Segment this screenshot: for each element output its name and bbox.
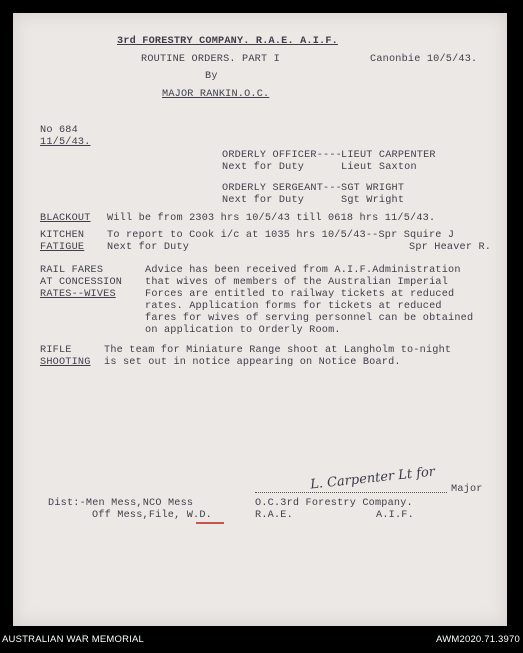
rifle-line-1: The team for Miniature Range shoot at Langholm to-night — [104, 345, 452, 356]
rail-line-6: on application to Orderly Room. — [145, 325, 341, 336]
handwritten-signature: L. Carpenter Lt for — [309, 464, 436, 493]
orderly-sergeant-label: ORDERLY SERGEANT--- — [222, 183, 342, 194]
by-label: By — [205, 71, 218, 82]
blackout-text: Will be from 2303 hrs 10/5/43 till 0618 hrs 11/5/43. — [107, 213, 436, 224]
signature-unit-aif: A.I.F. — [376, 510, 414, 521]
kitchen-heading-2: FATIGUE — [40, 242, 85, 253]
signature-rank: Major — [451, 484, 483, 495]
kitchen-heading-1: KITCHEN — [40, 230, 85, 241]
order-date: 11/5/43. — [40, 137, 91, 148]
order-number: No 684 — [40, 125, 78, 136]
distribution-line-1: Dist:-Men Mess,NCO Mess — [48, 498, 194, 509]
signature-line — [255, 492, 447, 493]
rifle-heading-1: RIFLE — [40, 345, 72, 356]
rifle-line-2: is set out in notice appearing on Notice Board. — [104, 357, 401, 368]
rail-heading-2: AT CONCESSION — [40, 277, 123, 288]
rail-line-3: Forces are entitled to railway tickets at reduced — [145, 289, 455, 300]
signature-title: O.C.3rd Forestry Company. — [255, 498, 413, 509]
rail-line-5: fares for wives of serving personnel can be obtained — [145, 313, 474, 324]
footer-archive-name: AUSTRALIAN WAR MEMORIAL — [2, 634, 145, 645]
kitchen-line-2b: Spr Heaver R. — [409, 242, 492, 253]
orderly-sergeant-value: SGT WRIGHT — [341, 183, 405, 194]
orderly-officer-next-value: Lieut Saxton — [341, 162, 417, 173]
company-heading: 3rd FORESTRY COMPANY. R.A.E. A.I.F. — [117, 36, 338, 47]
rail-heading-1: RAIL FARES — [40, 265, 104, 276]
footer-accession-number: AWM2020.71.3970 — [436, 634, 520, 645]
place-date: Canonbie 10/5/43. — [370, 54, 478, 65]
orderly-officer-value: LIEUT CARPENTER — [341, 150, 436, 161]
rail-line-1: Advice has been received from A.I.F.Administration — [145, 265, 461, 276]
rail-heading-3: RATES--WIVES — [40, 289, 116, 300]
orderly-officer-next-label: Next for Duty — [222, 162, 305, 173]
signature-unit-rae: R.A.E. — [255, 510, 293, 521]
kitchen-line-1: To report to Cook i/c at 1035 hrs 10/5/43--Spr Squire J — [107, 230, 455, 241]
red-underline-mark — [196, 522, 224, 524]
blackout-heading: BLACKOUT — [40, 213, 91, 224]
orderly-sergeant-next-value: Sgt Wright — [341, 195, 405, 206]
routine-orders-title: ROUTINE ORDERS. PART I — [141, 54, 280, 65]
rifle-heading-2: SHOOTING — [40, 357, 91, 368]
kitchen-line-2a: Next for Duty — [107, 242, 190, 253]
orderly-officer-label: ORDERLY OFFICER---- — [222, 150, 342, 161]
orderly-sergeant-next-label: Next for Duty — [222, 195, 305, 206]
commander-name: MAJOR RANKIN.O.C. — [162, 89, 270, 100]
rail-line-2: that wives of members of the Australian Imperial — [145, 277, 449, 288]
distribution-line-2: Off Mess,File, W.D. — [92, 510, 212, 521]
rail-line-4: rates. Application forms for tickets at reduced — [145, 301, 442, 312]
